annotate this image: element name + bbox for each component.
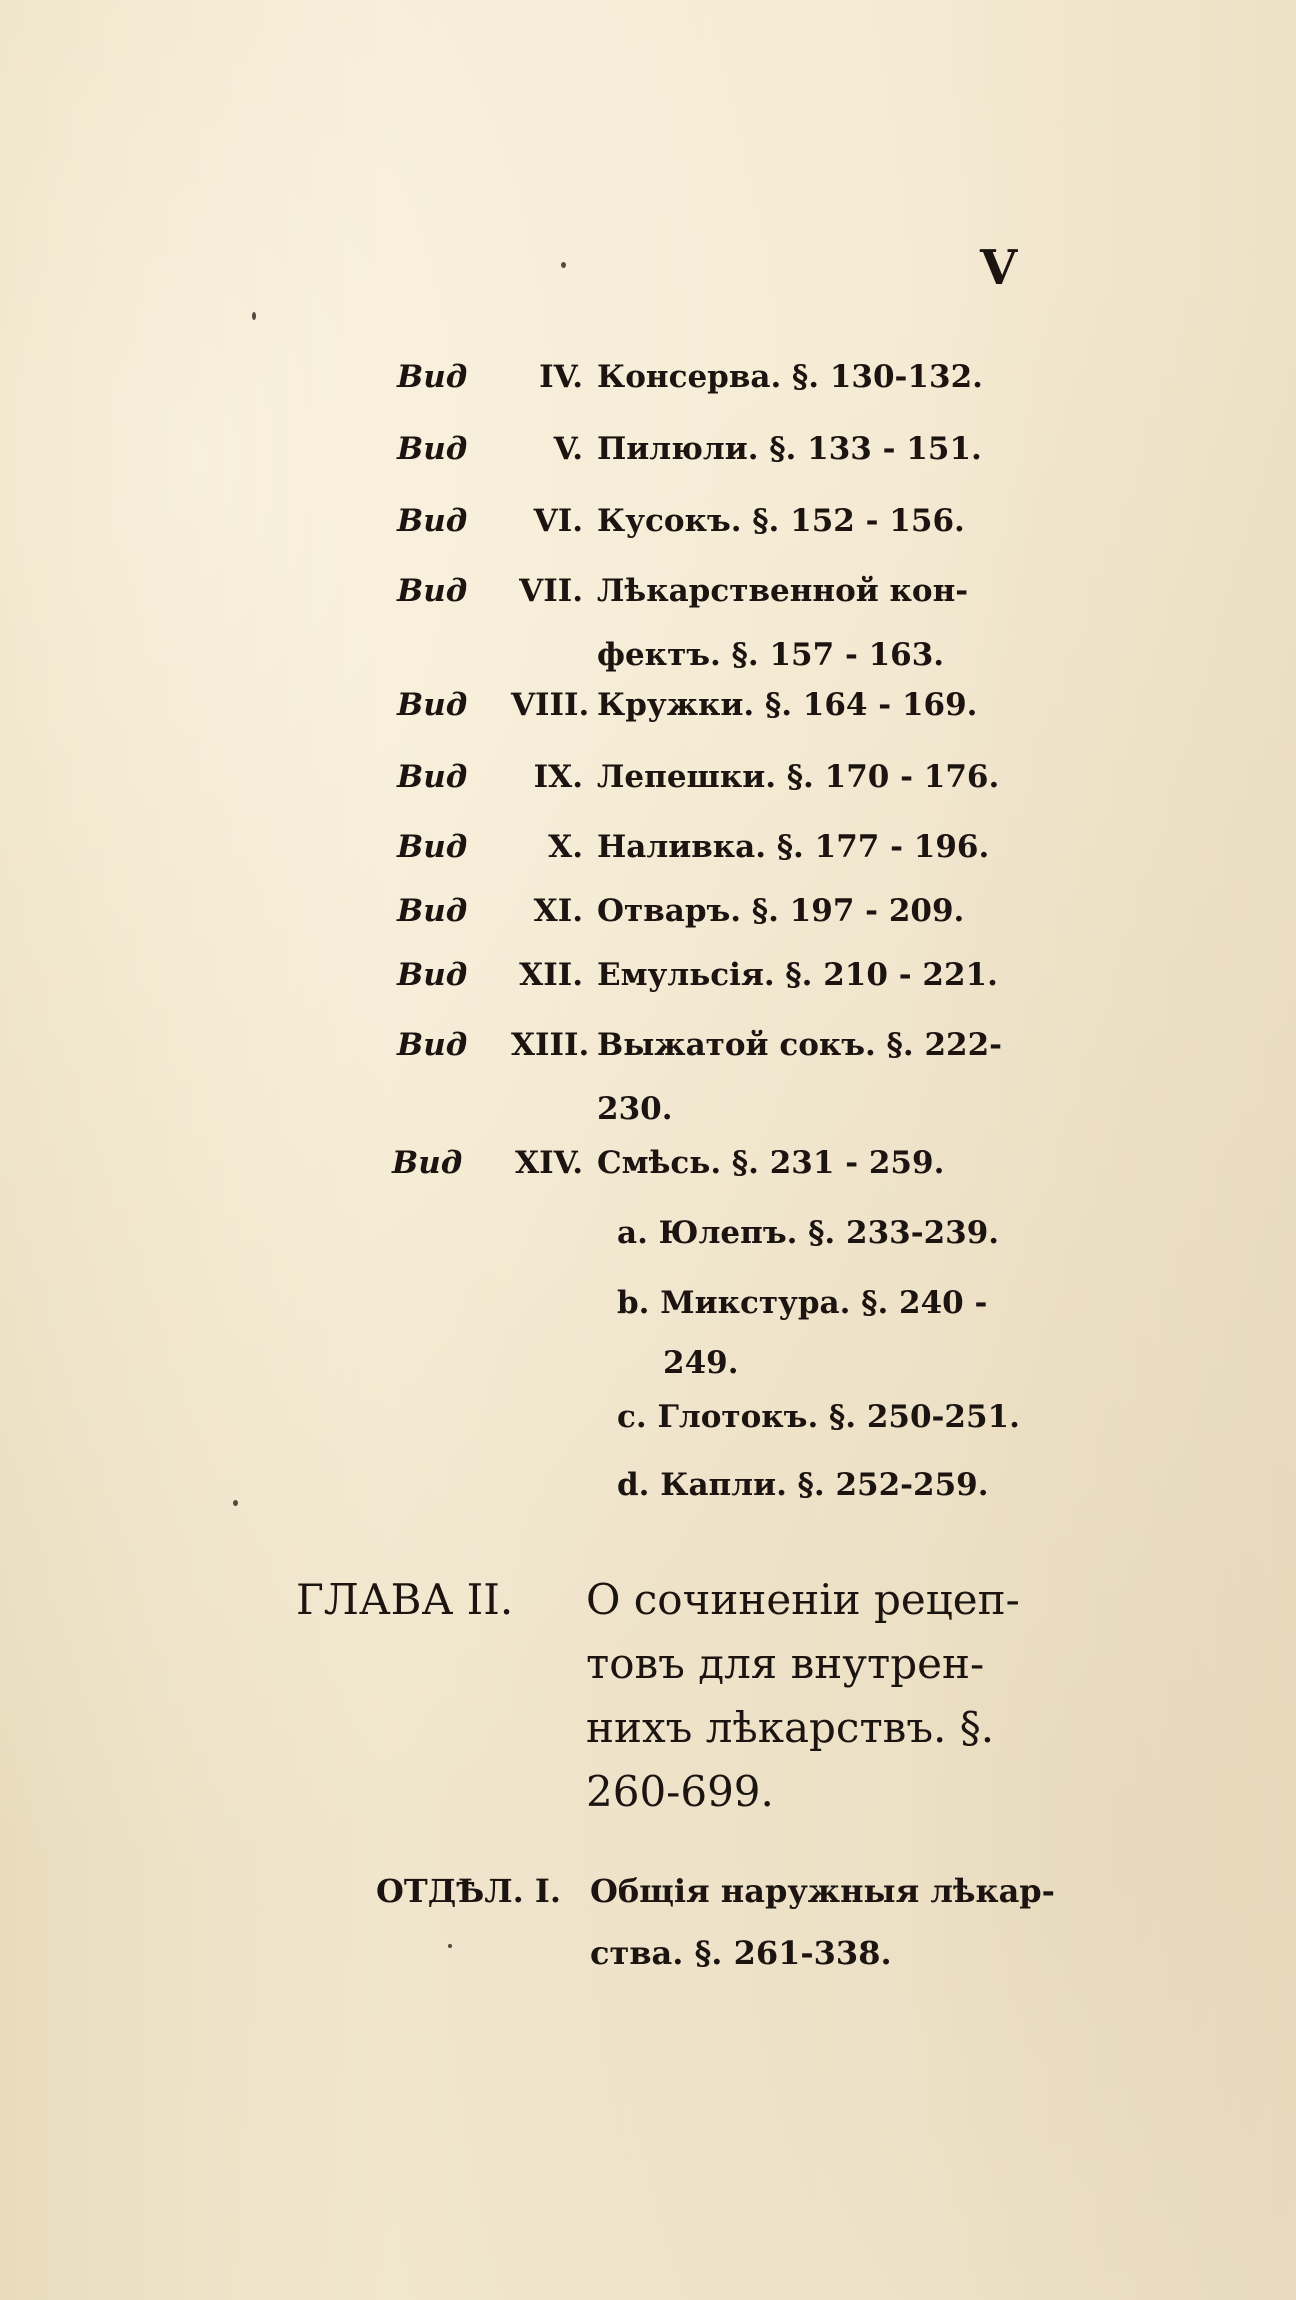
toc-sub-entry <box>617 1282 988 1381</box>
entry-text: Кусокъ. §. 152 - 156. <box>597 503 965 539</box>
ink-speck <box>448 1944 452 1948</box>
entry-text: Консерва. §. 130-132. <box>597 359 983 395</box>
sub-entry-continuation: 249. <box>663 1345 739 1381</box>
entry-text: Наливка. §. 177 - 196. <box>597 829 990 865</box>
entry-kind: Вид <box>397 503 468 539</box>
entry-continuation: 230. <box>597 1091 673 1127</box>
page-number: V <box>980 240 1020 296</box>
sub-entry-text: b. Микстура. §. 240 - <box>617 1285 988 1321</box>
entry-kind: Вид <box>397 687 468 723</box>
entry-text: Лепешки. §. 170 - 176. <box>597 759 1000 795</box>
section-title-line: ства. §. 261-338. <box>590 1934 892 1972</box>
sub-entry-text: c. Глотокъ. §. 250-251. <box>617 1399 1020 1435</box>
entry-number: V. <box>553 431 583 467</box>
entry-text: Отваръ. §. 197 - 209. <box>597 893 965 929</box>
toc-sub-entry <box>617 1396 1020 1438</box>
entry-number: XIV. <box>515 1145 583 1181</box>
entry-number: XII. <box>519 957 583 993</box>
entry-text: Смѣсь. §. 231 - 259. <box>597 1145 945 1181</box>
entry-kind: Вид <box>397 893 468 929</box>
sub-entry-text: a. Юлепъ. §. 233-239. <box>617 1215 1000 1251</box>
sub-entry-text: d. Капли. §. 252-259. <box>617 1467 989 1503</box>
chapter-title-line: товъ для внутрен- <box>586 1639 985 1688</box>
entry-number: VII. <box>519 573 583 609</box>
entry-number: XI. <box>533 893 583 929</box>
ink-speck <box>252 312 256 320</box>
entry-number: IV. <box>539 359 583 395</box>
entry-number: IX. <box>533 759 583 795</box>
entry-number: XIII. <box>511 1027 590 1063</box>
chapter-title-line: нихъ лѣкарствъ. §. <box>586 1703 995 1752</box>
entry-text: Выжатой сокъ. §. 222- <box>597 1027 1003 1063</box>
entry-text: Пилюли. §. 133 - 151. <box>597 431 982 467</box>
entry-kind: Вид <box>397 759 468 795</box>
entry-kind: Вид <box>392 1145 463 1181</box>
chapter-label: ГЛАВА II. <box>296 1575 514 1624</box>
entry-kind: Вид <box>397 359 468 395</box>
section-title-line: Общія наружныя лѣкар- <box>590 1872 1055 1910</box>
section-title <box>590 1860 1055 1984</box>
toc-sub-entry <box>617 1464 989 1506</box>
entry-text: Кружки. §. 164 - 169. <box>597 687 978 723</box>
entry-number: VIII. <box>511 687 590 723</box>
entry-number: VI. <box>533 503 583 539</box>
chapter-title <box>586 1568 1296 1824</box>
entry-number: X. <box>548 829 583 865</box>
entry-kind: Вид <box>397 573 468 609</box>
section-label: ОТДѢЛ. I. <box>376 1872 561 1910</box>
entry-kind: Вид <box>397 957 468 993</box>
entry-kind: Вид <box>397 431 468 467</box>
entry-kind: Вид <box>397 829 468 865</box>
ink-speck <box>561 262 566 268</box>
chapter-title-line: О сочиненіи рецеп- <box>586 1575 1020 1624</box>
toc-sub-entry <box>617 1212 999 1254</box>
entry-continuation: фектъ. §. 157 - 163. <box>597 637 945 673</box>
entry-text: Емульсія. §. 210 - 221. <box>597 957 998 993</box>
ink-speck <box>233 1500 238 1506</box>
entry-kind: Вид <box>397 1027 468 1063</box>
entry-text: Лѣкарственной кон- <box>597 573 969 609</box>
chapter-title-line: 260-699. <box>586 1767 774 1816</box>
